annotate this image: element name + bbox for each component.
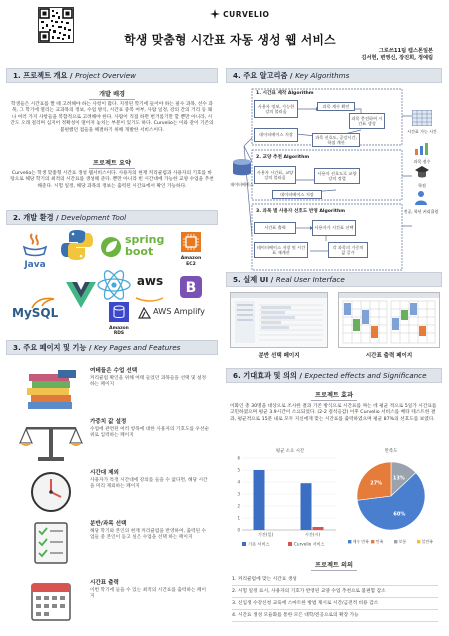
python-logo (60, 228, 94, 262)
page-title-section-select: 분반/과목 선택 (90, 521, 127, 527)
bootstrap-logo (180, 276, 202, 298)
vue-icon (66, 282, 96, 308)
react-atom-icon (96, 268, 132, 302)
sparkle-icon (210, 9, 220, 19)
team-members: 김서현, 변영신, 장진희, 정예림 (361, 55, 433, 61)
algo-result-score (404, 140, 440, 162)
bar-chart-title: 평균 소요 시간 (275, 449, 305, 454)
books-stack-icon (18, 368, 84, 412)
pie-chart-title: 만족도 (384, 449, 398, 454)
section-algo-header: 4. 주요 알고리즘 / Key Algorithms (226, 68, 442, 83)
vue-logo (66, 282, 96, 310)
balance-scale-icon (18, 419, 84, 463)
page-desc-course-history: 커리큘럼 확인을 위해 여태 들었던 과목들을 선택 및 설정 하는 페이지 (90, 376, 207, 388)
algo-box-db3: 데이터베이스 저장 및 시간표 재계산 (254, 242, 308, 258)
algo-result-label-3: 학점 (418, 183, 426, 188)
pie-legend-label: 보통 (398, 539, 407, 545)
bar-mark (254, 470, 265, 530)
bar-x-tick-label: 시간(시) (304, 532, 321, 537)
page-item-course-history (18, 366, 208, 416)
algo-step1-title: 1. 시간표 제작 Algorithm (256, 91, 314, 96)
effects-list (232, 574, 438, 622)
summary-title: 프로젝트 요약 (6, 158, 218, 169)
bar-legend-swatch (242, 542, 246, 546)
algo-result-credits (404, 164, 440, 186)
pie-legend-label: 불만족 (421, 539, 433, 545)
ec2-chip-icon (181, 232, 201, 252)
page-title-weights: 가중치 값 설정 (90, 419, 127, 425)
checklist-icon (18, 521, 84, 565)
bar-y-tick-label: 1 (237, 515, 240, 521)
mysql-logo: MySQL (12, 296, 62, 326)
page-title-course-history: 여테들은 수업 선택 (90, 368, 138, 374)
amplify-icon (138, 307, 151, 319)
algo-step2-title: 2. 교양 추천 Algorithm (256, 155, 310, 160)
bar-y-tick-label: 2 (237, 503, 240, 509)
background-text: 학생들은 시간표를 짤 때 고려해야 하는 사항이 많다. 지정된 학기에 들어야 하는 필수 과목, 선수 과목, 그 학기에 열리는 교과목의 정보, 수업 방식, 시간표 중복 여부, 사람 일정, 강의 간의 거리 등 꽤나 여러 가지 사항들을 복합적으로 고려해야 한다. 사람이 직접 하면 번거롭기만 할 뿐만 아니라, 시간도 오래 걸리며 심지어 정확성이 떨어져 놓치는 부분이 있기도 하다. Curvelio는 이와 같이 기존의 불편했던 점들을 해결하기 위해 개발한 서비스이다. (10, 102, 214, 133)
algo-box-best: 과목 선호도, 공강시간, 학점 계산 (312, 133, 360, 147)
graduation-cap-icon (415, 165, 429, 179)
effects-text: 이화인 총 30명을 대상으로 조사한 결과 기존 방식으로 시간표를 짜는 데 평균 적으로 5일가 시간표를 고민하였으며 평균 3.9시간이 소요되었다. (2-2 걸석응감) 이후 Curvelio 서비스를 베타 테스트한 결과, 평균적으로 15분 내로 모두 지신에게 맞는 시간표를 출력하였으며 평균 87%의 선호도를 보였다. (230, 404, 437, 422)
bar-mark (301, 483, 312, 530)
bar-chart (228, 446, 340, 556)
algo-step3-title: 3. 과목 별 사용자 선호도 반영 Algorithm (256, 209, 346, 214)
bar-legend-label: 기존 서비스 (248, 541, 270, 547)
algo-box-db: 데이터베이스 저장 (254, 128, 298, 142)
svg-text:B: B (185, 280, 197, 296)
page-title-exclude-time: 시간대 제외 (90, 470, 119, 476)
spring-boot-logo: spring boot (100, 234, 170, 266)
algo-box-fill: 과목 충전하여 시간표 생성 (349, 113, 385, 129)
calendar-icon (18, 580, 84, 624)
database-label: 데이터베이스 (230, 182, 254, 187)
logo-text: CURVELIO (223, 10, 270, 19)
qr-code (38, 7, 74, 43)
page-desc-timetable-output: 이번 학기에 들을 수 있는 최적의 시간표를 출력하는 페이지 (90, 588, 207, 600)
section-effects-header: 6. 기대효과 및 의의 / Expected effects and Significance (226, 368, 442, 383)
algo-result-timetable (404, 110, 440, 138)
bar-y-tick-label: 5 (237, 467, 240, 473)
bar-y-tick-label: 3 (237, 491, 240, 497)
team-name: 그로쓰11팀 캡스톤일본 (378, 48, 433, 54)
algo-box-calc: 과목 계수 확인 (317, 102, 355, 111)
section-pages-header: 3. 주요 페이지 및 기능 / Key Pages and Features (6, 340, 218, 355)
timetable-output-mockup (339, 293, 439, 347)
amazon-rds-logo: Amazon RDS (106, 302, 132, 334)
pie-legend-label: 만족 (375, 539, 384, 545)
background-title: 개발 배경 (6, 89, 218, 100)
section-select-mockup (231, 293, 327, 347)
team-info (362, 48, 433, 62)
bar-legend-label: Curvelio 서비스 (294, 541, 325, 547)
page-desc-section-select: 해당 학기와 본인의 현재 커리큘럼을 반영하여, 출력된 수업들 중 본인이 듣고 싶은 수업을 선택 하는 페이지 (90, 529, 207, 541)
pie-legend-swatch (348, 540, 351, 543)
spring-leaf-icon (100, 236, 122, 258)
clock-icon (18, 470, 84, 514)
section-dev-header: 2. 개발 환경 / Development Tool (6, 210, 218, 225)
pie-legend-swatch (394, 540, 397, 543)
page-item-exclude-time (18, 468, 208, 518)
database-node (228, 158, 256, 188)
aws-amplify-logo: AWS Amplify (138, 306, 218, 322)
algo-result-label-1: 시간표 가능 시간 (407, 129, 437, 134)
section-ui-header: 5. 실제 UI / Real User Interface (226, 272, 442, 287)
ui-screenshot-section-select (230, 292, 328, 348)
bar-x-tick-label: 기간(일) (257, 532, 274, 537)
algo-box-select: 사용자가 시간표 선택 (312, 220, 356, 236)
pie-legend-swatch (371, 540, 374, 543)
algo-box-rec: 사용자 선호도로 교양 강의 정렬 (314, 168, 360, 184)
score-chart-icon (414, 143, 430, 155)
amazon-ec2-logo: Amazon EC2 (178, 232, 204, 272)
effects-list-item: 2. 시험 일정 표시, 사용자의 기호가 반영된 교양 수업 추천으로 불편함 감소 (232, 586, 438, 598)
ui-caption-right: 시간표 출력 페이지 (365, 353, 413, 359)
bootstrap-icon (180, 276, 202, 298)
effects-list-item: 3. 신입생 수강신청 교육에 스마트한 방법 제시로 시간/금전적 비용 감소 (232, 598, 438, 610)
bar-y-tick-label: 6 (237, 455, 240, 461)
ui-screenshot-timetable-output (338, 292, 440, 348)
person-book-icon (413, 190, 429, 206)
ui-caption-left: 분반 선택 페이지 (258, 353, 300, 359)
java-cup-icon (18, 232, 52, 258)
curvelio-logo (210, 9, 269, 19)
page-title-timetable-output: 시간표 출력 (90, 580, 119, 586)
page-item-section-select (18, 519, 208, 569)
aws-logo: aws (132, 274, 168, 300)
java-logo: Java (18, 232, 52, 268)
rds-database-icon (109, 302, 129, 322)
timetable-grid-icon (412, 110, 432, 126)
page-desc-exclude-time: 사용자가 특정 시간대에 강의를 들을 수 없다면, 해당 시간을 미리 제외하는 페이지 (90, 478, 208, 490)
algo-result-label-4: 전공, 학년 커리큘럼 (403, 209, 439, 214)
python-icon (60, 228, 94, 262)
poster-title: 학생 맞춤형 시간표 자동 생성 웹 서비스 (124, 33, 336, 47)
effects-list-item: 4. 시간표 생성 모듈화를 통한 모든 대학/전공으로의 확장 가능 (232, 610, 438, 622)
algo-box-tt-out: 시간표 출력 (254, 222, 296, 234)
algo-box-user-info: 사용자 정보, 가능한 강의 불러옴 (254, 100, 298, 118)
algo-result-label-2: 과목 점수 (413, 159, 431, 164)
page-item-timetable-output (18, 578, 208, 628)
algo-result-curriculum (400, 190, 442, 220)
pie-chart (340, 446, 442, 556)
algo-box-pref: 각 과목의 가중치 값 증가 (328, 242, 368, 258)
react-logo (96, 268, 132, 302)
effects-list-title: 프로젝트 의의 (226, 560, 442, 571)
summary-text: Curvelio는 학생 맞춤형 시간표 생성 웹서비스이다. 사용자의 현재 커리큘럼과 사용자의 기호를 바탕으로 해당 학기의 최적의 시간표를 생성해 준다. 뿐만 아니라 빈 시간대에 가능한 교양 수업을 추천해준다. 시험 일정, 해당 과목의 정보는 출력된 시간표에서 확인 가능하다. (10, 171, 214, 189)
effects-list-item: 1. 커리큘럼에 맞는 시간표 생성 (232, 574, 438, 586)
section-overview-header: 1. 프로젝트 개요 / Project Overview (6, 68, 218, 83)
page-item-weights (18, 417, 208, 467)
algo-box-user-time: 사용자 시간표, 교양 강의 불러옴 (254, 166, 296, 184)
database-icon (231, 158, 253, 178)
bar-y-tick-label: 0 (237, 527, 240, 533)
bar-legend-swatch (288, 542, 292, 546)
pie-value-label: 27% (370, 480, 383, 487)
pie-legend-label: 매우 만족 (352, 539, 369, 545)
pie-legend-swatch (417, 540, 420, 543)
page-desc-weights: 수업에 관련된 여러 항목에 대한 사용자의 기호도를 우선순위로 입력하는 페이지 (90, 427, 210, 439)
effects-subtitle: 프로젝트 효과 (226, 390, 442, 401)
bar-y-tick-label: 4 (237, 479, 240, 485)
aws-smile-icon (135, 297, 165, 303)
pie-value-label: 13% (392, 475, 405, 482)
pie-value-label: 60% (393, 511, 406, 518)
bar-mark (313, 527, 324, 530)
algo-box-db2: 데이터베이스 저장 (272, 190, 322, 199)
